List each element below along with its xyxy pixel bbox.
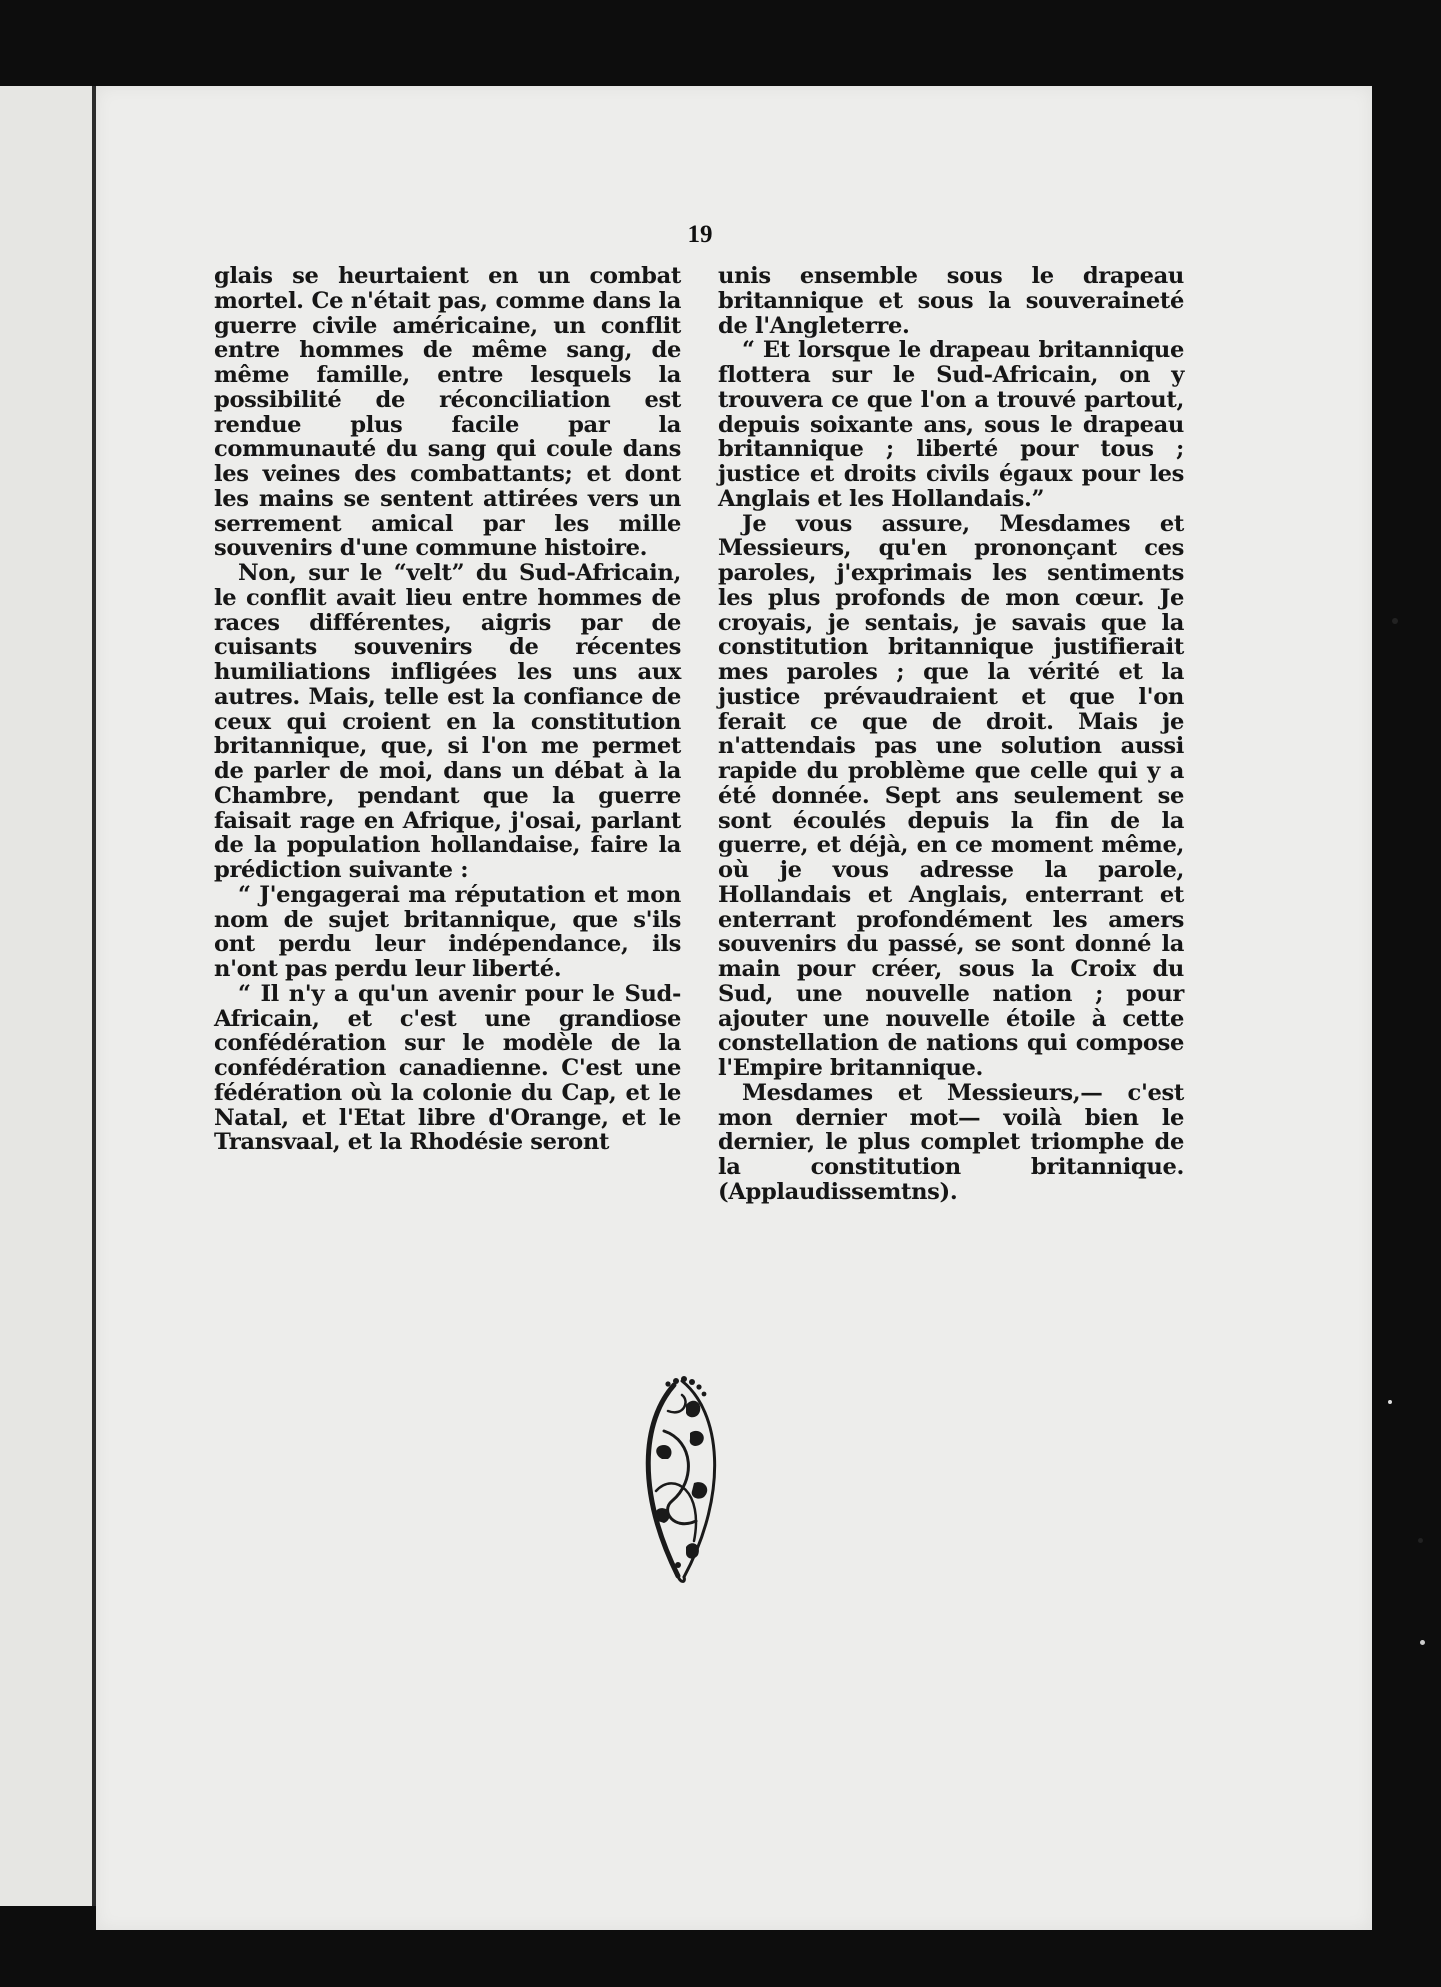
previous-page-edge xyxy=(0,86,96,1906)
scan-speck xyxy=(1418,1538,1423,1543)
left-column xyxy=(214,264,681,1155)
paragraph: Non, sur le “velt” du Sud-Africain, le conflit avait lieu entre hommes de races différentes, aigris par de cuisants souvenirs de récentes humiliations infligées les uns aux autres. Mais, telle est la confiance de ceux qui croient en la constitution britannique, que, si l'on me permet de parler de moi, dans un débat à la Chambre, pendant que la guerre faisait rage en Afrique, j'osai, parlant de la population hollandaise, faire la prédiction suivante : xyxy=(214,560,681,883)
right-column xyxy=(718,264,1184,1205)
scan-speck xyxy=(1392,618,1398,624)
quote-paragraph: “ J'engagerai ma réputation et mon nom de sujet britannique, que s'ils ont perdu leur indépendance, ils n'ont pas perdu leur liberté. xyxy=(214,881,681,982)
floral-oval-vignette-icon xyxy=(634,1371,732,1591)
closing-paragraph: Mesdames et Messieurs,— c'est mon dernier mot— voilà bien le dernier, le plus complet triomphe de la constitution britannique. (Applaudissemtns). xyxy=(718,1079,1184,1205)
scan-speck xyxy=(1420,1640,1425,1645)
paragraph: unis ensemble sous le drapeau britannique et sous la souveraineté de l'Angleterre. xyxy=(718,263,1184,339)
scan-speck xyxy=(1388,1400,1392,1404)
quote-paragraph: “ Et lorsque le drapeau britannique flottera sur le Sud-Africain, on y trouvera ce que l'on a trouvé partout, depuis soixante ans, sous le drapeau britannique ; liberté pour tous ; justice et droits civils égaux pour les Anglais et les Hollandais.” xyxy=(718,337,1184,512)
book-page xyxy=(96,86,1372,1930)
paragraph: Je vous assure, Mesdames et Messieurs, qu'en prononçant ces paroles, j'exprimais les sentiments les plus profonds de mon cœur. Je croyais, je sentais, je savais que la constitution britannique justifierait mes paroles ; que la vérité et la justice prévaudraient et que l'on ferait ce que de droit. Mais je n'attendais pas une solution aussi rapide du problème que celle qui y a été donnée. Sept ans seulement se sont écoulés depuis la fin de la guerre, et déjà, en ce moment même, où je vous adresse la parole, Hollandais et Anglais, enterrant et enterrant profondément les amers souvenirs du passé, se sont donné la main pour créer, sous la Croix du Sud, une nouvelle nation ; pour ajouter une nouvelle étoile à cette constellation de nations qui compose l'Empire britannique. xyxy=(718,510,1184,1081)
paragraph: glais se heurtaient en un combat mortel. Ce n'était pas, comme dans la guerre civile américaine, un conflit entre hommes de même sang, de même famille, entre lesquels la possibilité de réconciliation est rendue plus facile par la communauté du sang qui coule dans les veines des combattants; et dont les mains se sentent attirées vers un serrement amical par les mille souvenirs d'une commune histoire. xyxy=(214,263,681,562)
quote-paragraph: “ Il n'y a qu'un avenir pour le Sud-Africain, et c'est une grandiose confédération sur le modèle de la confédération canadienne. C'est une fédération où la colonie du Cap, et le Natal, et l'Etat libre d'Orange, et le Transvaal, et la Rhodésie seront xyxy=(214,980,681,1156)
page-number: 19 xyxy=(687,221,713,248)
